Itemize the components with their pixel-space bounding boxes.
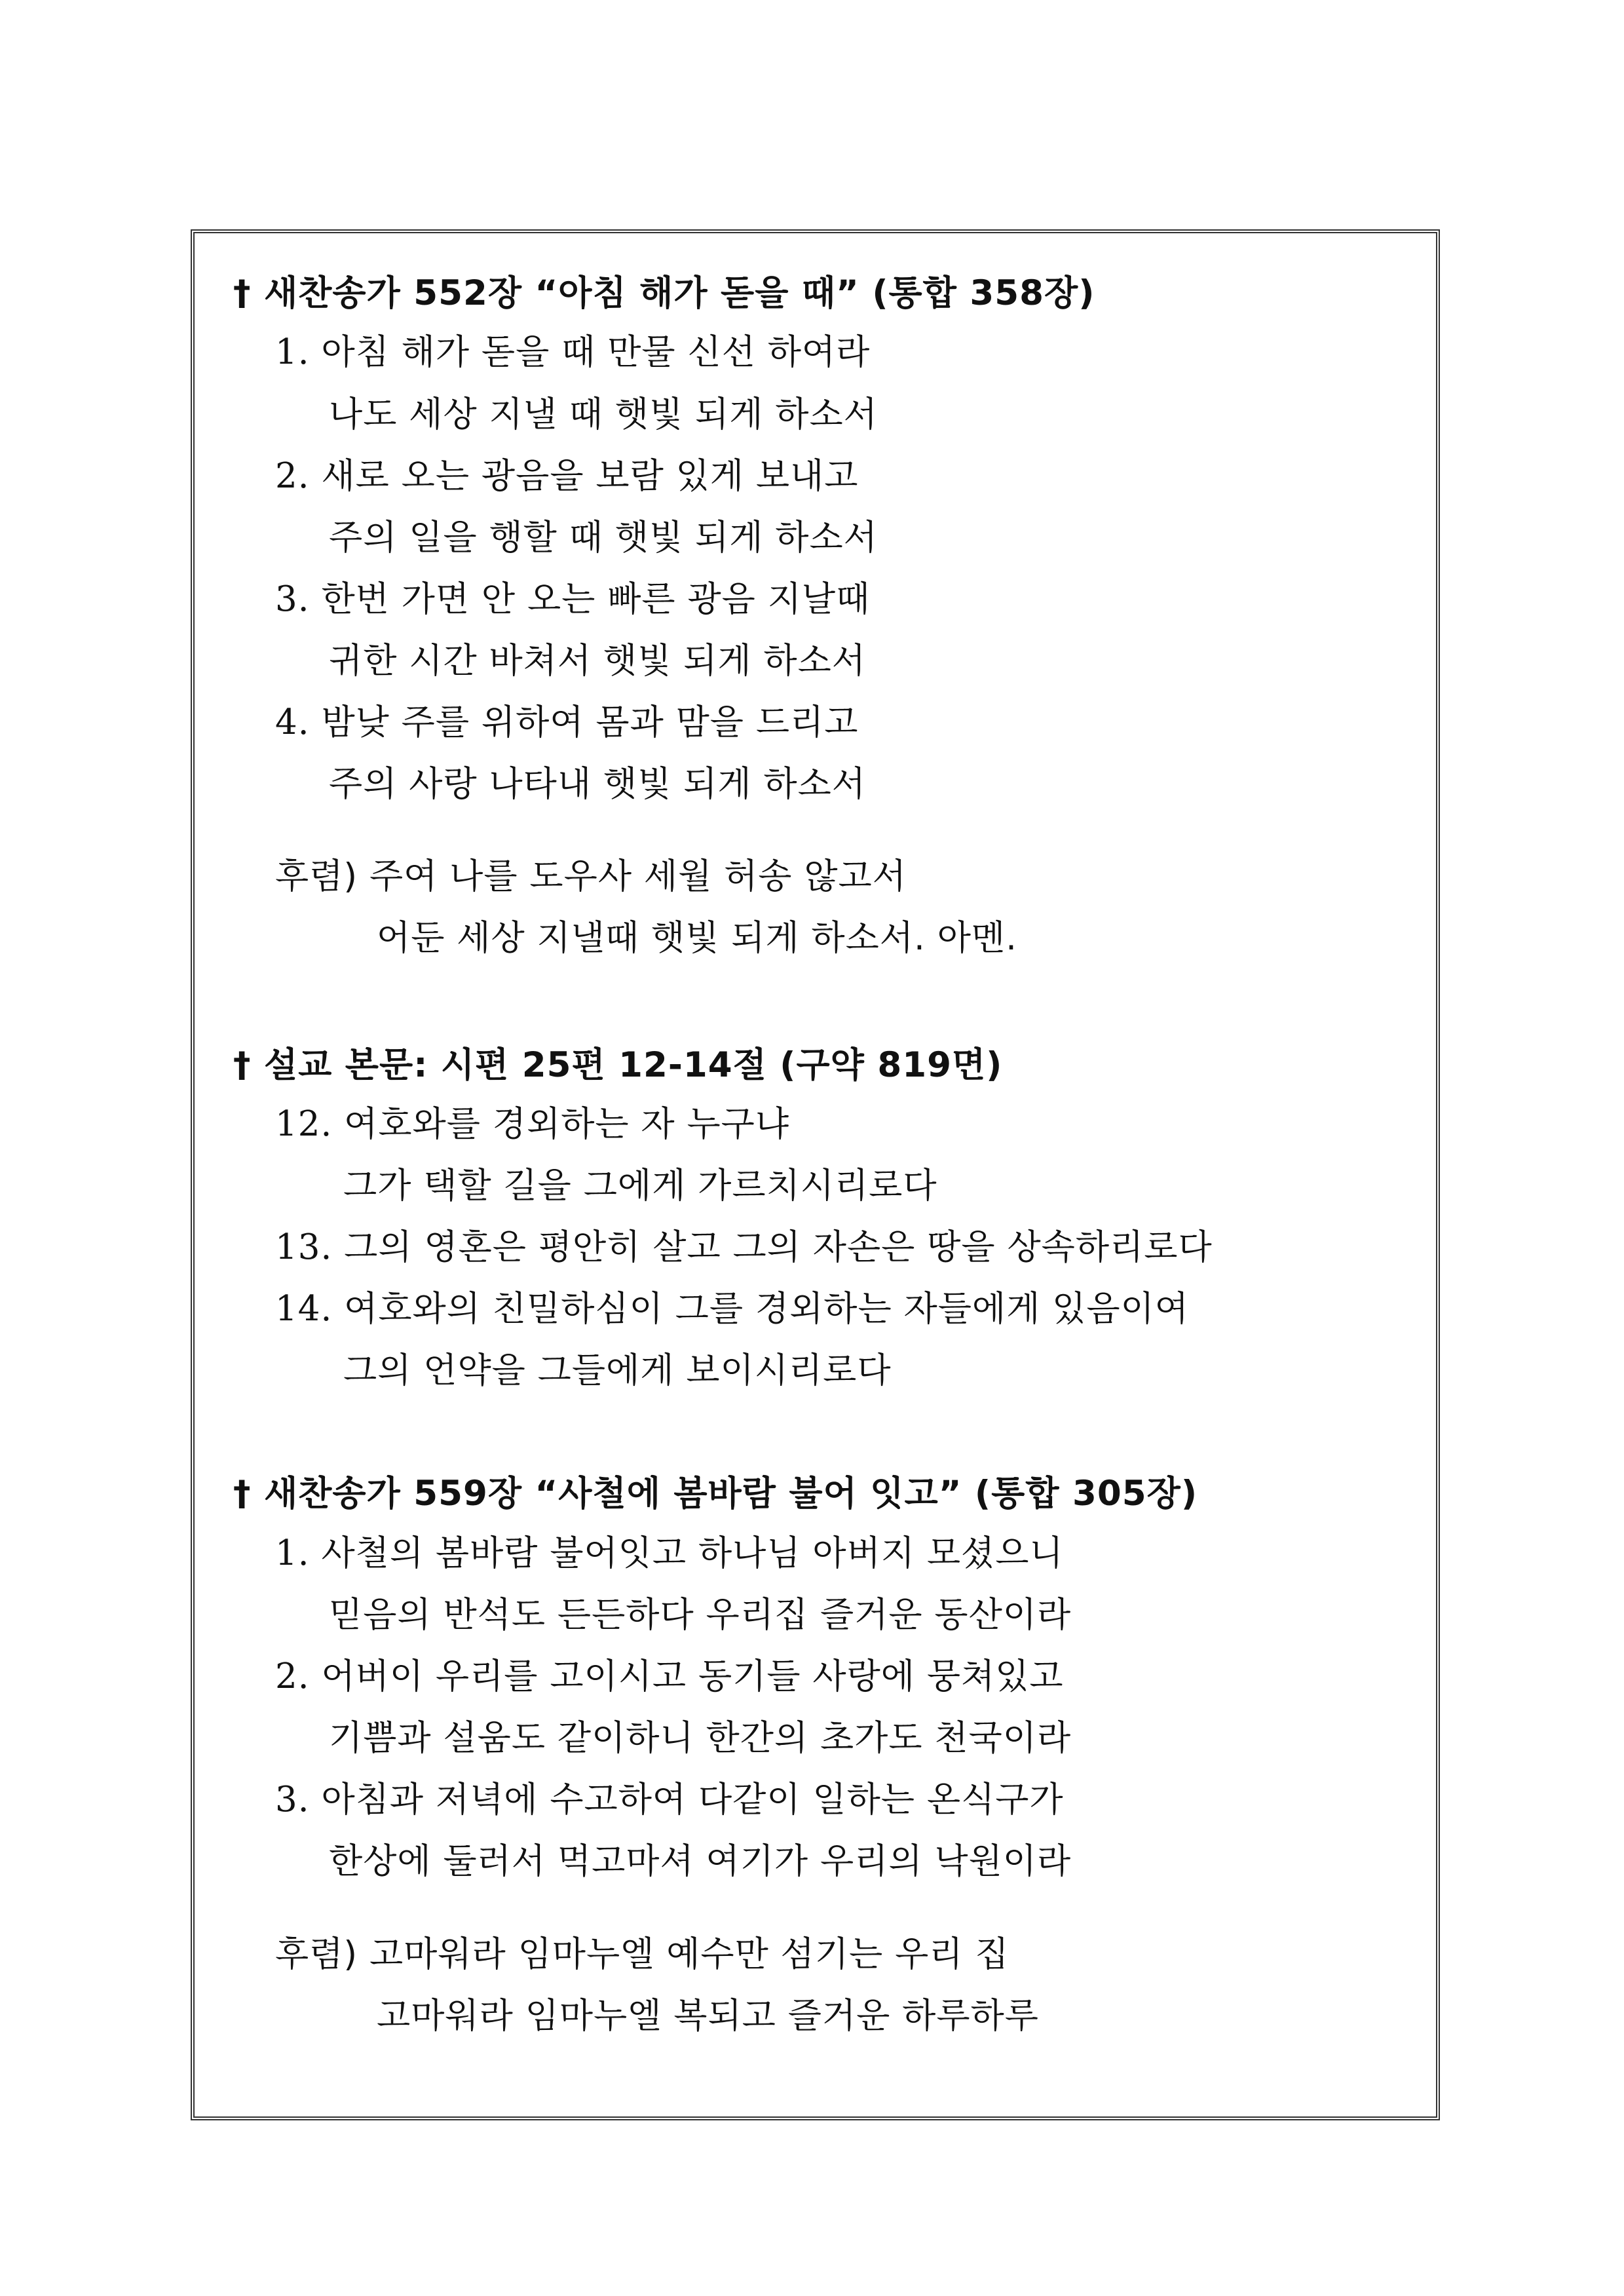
verse-text: 밤낮 주를 위하여 몸과 맘을 드리고 xyxy=(321,702,859,742)
hymn1-verse2-line1 xyxy=(275,453,858,499)
sermon-verse14-line2: 그의 언약을 그들에게 보이시리로다 xyxy=(343,1350,892,1390)
verse-text: 어버이 우리를 고이시고 동기들 사랑에 뭉쳐있고 xyxy=(321,1656,1064,1696)
hymn1-verse2-line2: 주의 일을 행할 때 햇빛 되게 하소서 xyxy=(329,518,878,558)
sermon-title: † 설교 본문: 시편 25편 12-14절 (구약 819면) xyxy=(233,1045,1003,1085)
hymn2-refrain-line1 xyxy=(275,1932,1010,1978)
verse-number: 3. xyxy=(275,1780,310,1820)
verse-number: 2. xyxy=(275,456,310,496)
hymn1-refrain-line1 xyxy=(275,854,907,900)
refrain-label: 후렴) xyxy=(275,856,358,896)
hymn2-verse1-line1 xyxy=(275,1531,1064,1577)
hymn2-refrain-line2: 고마워라 임마누엘 복되고 즐거운 하루하루 xyxy=(377,1996,1039,2036)
hymn2-verse1-line2: 믿음의 반석도 든든하다 우리집 즐거운 동산이라 xyxy=(329,1595,1072,1635)
refrain-label: 후렴) xyxy=(275,1934,358,1974)
verse-number: 1. xyxy=(275,332,310,372)
verse-text: 그의 영혼은 평안히 살고 그의 자손은 땅을 상속하리로다 xyxy=(344,1227,1213,1267)
verse-text: 새로 오는 광음을 보람 있게 보내고 xyxy=(321,456,859,496)
hymn1-verse4-line1 xyxy=(275,700,858,746)
sermon-verse14-line1 xyxy=(275,1286,1189,1332)
verse-number: 13. xyxy=(275,1227,333,1267)
hymn2-verse3-line2: 한상에 둘러서 먹고마셔 여기가 우리의 낙원이라 xyxy=(329,1841,1072,1881)
hymn2-verse3-line1 xyxy=(275,1777,1064,1823)
verse-number: 3. xyxy=(275,579,310,619)
verse-text: 여호와를 경외하는 자 누구냐 xyxy=(344,1104,790,1144)
verse-number: 2. xyxy=(275,1656,310,1696)
verse-text: 아침과 저녁에 수고하여 다같이 일하는 온식구가 xyxy=(321,1780,1064,1820)
hymn1-verse3-line1 xyxy=(275,577,870,622)
sermon-verse12-line1 xyxy=(275,1101,789,1147)
verse-text: 한번 가면 안 오는 빠른 광음 지날때 xyxy=(321,579,871,619)
hymn1-title: † 새찬송가 552장 “아침 해가 돋을 때” (통합 358장) xyxy=(233,273,1095,313)
hymn1-verse3-line2: 귀한 시간 바쳐서 햇빛 되게 하소서 xyxy=(329,641,867,681)
refrain-text: 주여 나를 도우사 세월 허송 않고서 xyxy=(369,856,907,896)
hymn1-verse1-line2: 나도 세상 지낼 때 햇빛 되게 하소서 xyxy=(329,394,878,434)
verse-number: 12. xyxy=(275,1104,333,1144)
verse-text: 여호와의 친밀하심이 그를 경외하는 자들에게 있음이여 xyxy=(344,1289,1189,1329)
hymn2-verse2-line2: 기쁨과 설움도 같이하니 한간의 초가도 천국이라 xyxy=(329,1718,1072,1758)
refrain-text: 고마워라 임마누엘 예수만 섬기는 우리 집 xyxy=(369,1934,1010,1974)
verse-text: 아침 해가 돋을 때 만물 신선 하여라 xyxy=(321,332,871,372)
verse-number: 1. xyxy=(275,1533,310,1573)
hymn1-verse4-line2: 주의 사랑 나타내 햇빛 되게 하소서 xyxy=(329,764,867,804)
hymn2-title: † 새찬송가 559장 “사철에 봄바람 불어 잇고” (통합 305장) xyxy=(233,1474,1198,1514)
verse-text: 사철의 봄바람 불어잇고 하나님 아버지 모셨으니 xyxy=(321,1533,1064,1573)
verse-number: 4. xyxy=(275,702,310,742)
sermon-verse12-line2: 그가 택할 길을 그에게 가르치시리로다 xyxy=(343,1166,937,1206)
verse-number: 14. xyxy=(275,1289,333,1329)
hymn2-verse2-line1 xyxy=(275,1654,1064,1700)
hymn1-verse1-line1 xyxy=(275,330,870,375)
sermon-verse13-line1 xyxy=(275,1225,1213,1271)
hymn1-refrain-line2: 어둔 세상 지낼때 햇빛 되게 하소서. 아멘. xyxy=(377,918,1017,958)
